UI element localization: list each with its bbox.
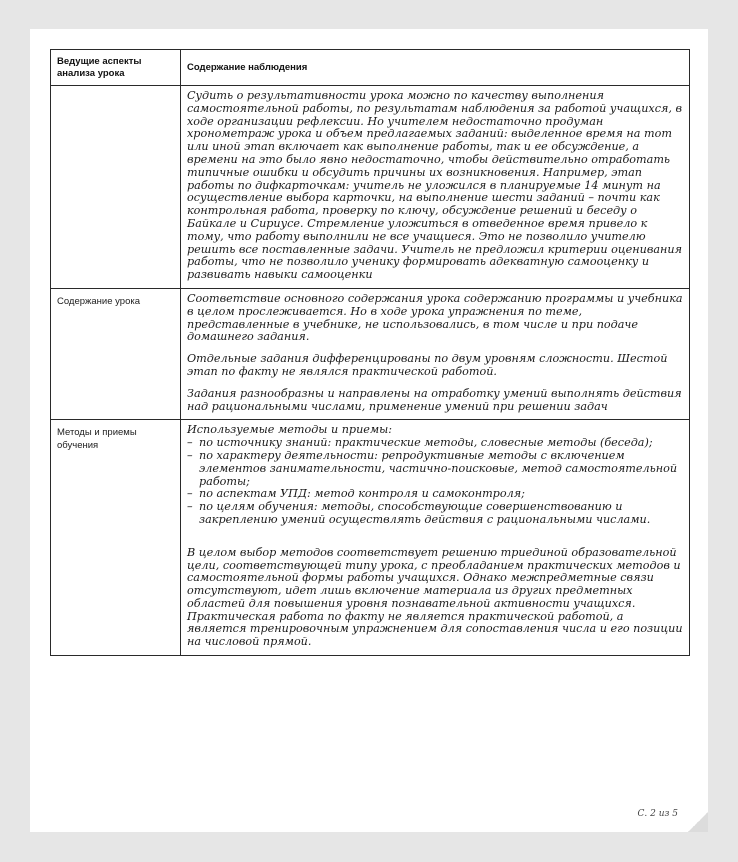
content-paragraph: Соответствие основного содержания урока содержанию программы и учебника в целом прослеживается. Но в ходе урока упражнения по теме, представленные в учебнике, не использовались, в том числе и при подаче домашнего задания. (187, 291, 683, 344)
methods-intro: Используемые методы и приемы: (187, 423, 393, 437)
table-row (51, 86, 690, 289)
header-observation: Содержание наблюдения (181, 50, 690, 86)
list-item: – по источнику знаний: практические методы, словесные методы (беседа); (187, 437, 685, 450)
row-content (181, 86, 690, 289)
list-item: – по целям обучения: методы, способствующие совершенствованию и закреплению умений осуществлять действия с рациональными числами. (187, 501, 685, 527)
document-page (30, 29, 708, 832)
row-aspect (51, 86, 181, 289)
content-paragraph: Судить о результативности урока можно по качеству выполнения самостоятельной работы, по результатам наблюдения за работой учащихся, в ходе организации рефлексии. Но учителем недостаточно продуман хронометраж урока и объем предлагаемых заданий: выделенное время на тот или иной этап включает как выполнение работы, так и ее обсуждение, а времени на это было явно недостаточно, чтобы действительно отработать типичные ошибки и обсудить причины их возникновения. Например, этап работы по дифкарточкам: учитель не уложился в планируемые 14 минут на осуществление выбора карточки, на выполнение шести заданий – почти как контрольная работа, проверку по ключу, обсуждение решений и беседу о Байкале и Сириусе. Стремление уложиться в отведенное время привело к тому, что работу выполнили не все учащиеся. Это не позволило учителю решить все поставленные задачи. Учитель не предложил критерии оценивания работы, что не позволило ученику формировать адекватную самооценку и развивать навыки самооценки (187, 89, 683, 282)
methods-list (187, 437, 685, 527)
list-item: – по аспектам УПД: метод контроля и самоконтроля; (187, 488, 685, 501)
list-item: – по характеру деятельности: репродуктивные методы с включением элементов занимательности, частично-поисковые, метод самостоятельной работы; (187, 450, 685, 488)
row-content (181, 288, 690, 419)
table-row (51, 288, 690, 419)
row-content (181, 420, 690, 656)
row-aspect: Содержание урока (51, 288, 181, 419)
table-row (51, 420, 690, 656)
content-paragraph: Задания разнообразны и направлены на отработку умений выполнять действия над рациональными числами, применение умений при решении задач (187, 386, 682, 413)
header-aspects: Ведущие аспекты анализа урока (51, 50, 181, 86)
methods-summary: В целом выбор методов соответствует решению триединой образовательной цели, соответствующей типу урока, с преобладанием практических методов и самостоятельной формы работы учащихся. Однако межпредметные связи отсутствуют, идет лишь включение материала из других предметных областей для повышения уровня познавательной активности учащихся. Практическая работа по факту не является практической работой, а является тренировочным упражнением для сопоставления числа и его позиции на числовой прямой. (187, 545, 683, 649)
page-fold-corner (688, 812, 708, 832)
observation-table (50, 49, 690, 656)
content-paragraph: Отдельные задания дифференцированы по двум уровням сложности. Шестой этап по факту не являлся практической работой. (187, 352, 668, 378)
row-aspect: Методы и приемы обучения (51, 420, 181, 656)
table-header-row (51, 50, 690, 86)
page-number: С. 2 из 5 (637, 809, 678, 819)
